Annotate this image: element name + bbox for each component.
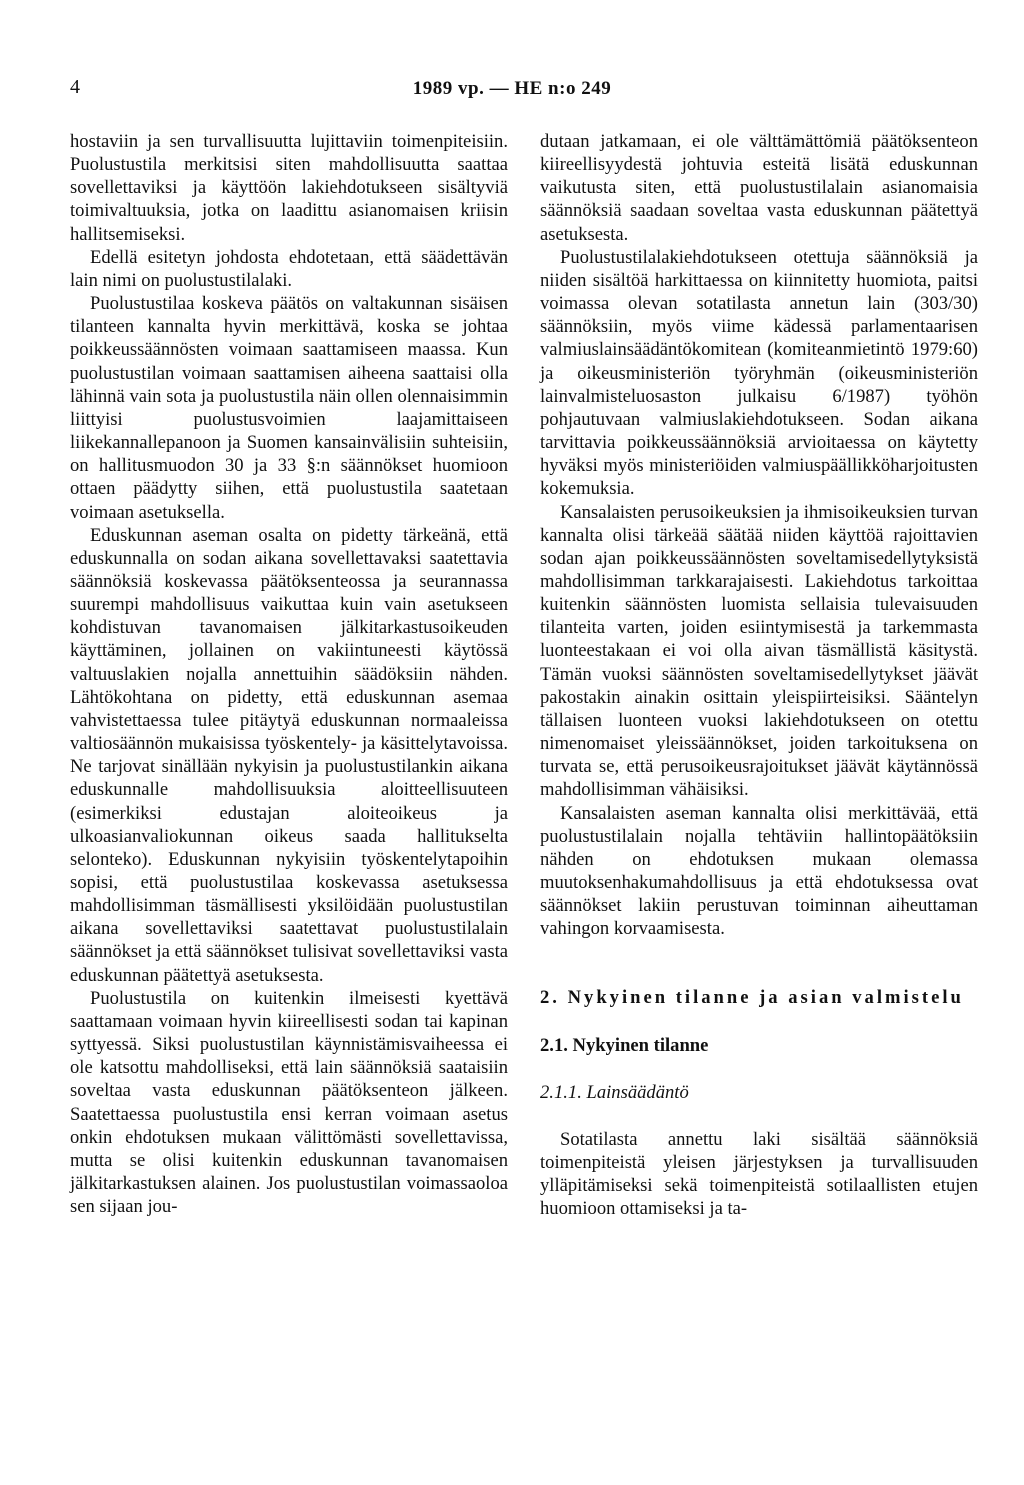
subsection-heading: 2.1. Nykyinen tilanne bbox=[540, 1035, 709, 1057]
paragraph: Puolustustilalakiehdotukseen otettuja säännöksiä ja niiden sisältöä harkittaessa on kiinnitetty huomiota, paitsi voimassa olevan sotatilasta annetun lain (303/30) säännöksiin, myös viime kädessä parlamentaarisen valmiuslainsäädäntökomitean (komiteanmietintö 1979:60) ja oikeusministeriön työryhmän (oikeusministeriön lainvalmisteluosaston julkaisu 6/1987) työhön pohjautuvaan valmiuslakiehdotukseen. Sodan aikana tarvittavia poikkeussäännöksiä arvioitaessa on käytetty hyväksi myös ministeriöiden valmiuspäällikköharjoitusten kokemuksia. bbox=[540, 246, 978, 500]
paragraph: Sotatilasta annettu laki sisältää säännöksiä toimenpiteistä yleisen järjestyksen ja turvallisuuden ylläpitämiseksi sekä toimenpiteistä sotilaallisten etujen huomioon ottamiseksi ja ta- bbox=[540, 1128, 978, 1220]
paragraph: Kansalaisten aseman kannalta olisi merkittävää, että puolustustilalain nojalla tehtäviin hallintopäätöksiin nähden on ehdotuksen mukaan olemassa muutoksenhakumahdollisuus ja että ehdotuksessa ovat säännökset lakiin perustuvan toiminnan aiheuttaman vahingon korvaamisesta. bbox=[540, 802, 978, 940]
paragraph: dutaan jatkamaan, ei ole välttämättömiä päätöksenteon kiireellisyydestä johtuvia esteitä lisätä eduskunnan vaikutusta siten, että puolustustilalain asianomaisia säännöksiä saadaan soveltaa vasta eduskunnan päätettyä asetuksesta. bbox=[540, 131, 978, 245]
page-number: 4 bbox=[70, 76, 80, 98]
running-title: 1989 vp. — HE n:o 249 bbox=[412, 78, 612, 99]
right-column bbox=[540, 130, 978, 1220]
paragraph: Eduskunnan aseman osalta on pidetty tärkeänä, että eduskunnalla on sodan aikana sovellettavaksi saatettavia säännöksiä koskevassa päätöksenteossa ja seurannassa suurempi mahdollisuus vaikuttaa kuin vain asetukseen kohdistuvan tavanomaisen jälkitarkastusoikeuden käyttäminen, jollainen on vakiintuneesti käytössä valtuuslakien nojalla annettuihin säädöksiin nähden. Lähtökohtana on pidetty, että eduskunnan asemaa vahvistettaessa tulee pitäytyä eduskunnan normaaleissa valtiosäännön mukaisissa työskentely- ja käsittelytavoissa. Ne tarjovat sinällään nykyisin ja puolustustilankin aikana eduskunnalle mahdollisuuksia aloitteellisuuteen (esimerkiksi edustajan aloiteoikeus ja ulkoasianvaliokunnan oikeus saada hallitukselta selonteko). Eduskunnan nykyisiin työskentelytapoihin sopisi, että puolustustilaa koskevassa asetuksessa mahdollisimman täsmällisesti yksilöidään puolustustilan aikana sovellettaviksi saatettavat puolustustilalain säännökset ja että säännökset tulisivat sovellettaviksi vasta eduskunnan päätettyä asetuksesta. bbox=[70, 524, 508, 986]
paragraph: hostaviin ja sen turvallisuutta lujittaviin toimenpiteisiin. Puolustustila merkitsisi siten mahdollisuutta saattaa sovellettaviksi ja käyttöön lakiehdotukseen sisältyviä toimivaltuuksia, jotka on laadittu asianomaisen kriisin hallitsemiseksi. bbox=[70, 131, 508, 245]
paragraph: Edellä esitetyn johdosta ehdotetaan, että säädettävän lain nimi on puolustustilalaki. bbox=[70, 246, 508, 291]
section-heading: 2. Nykyinen tilanne ja asian valmistelu bbox=[540, 987, 964, 1009]
paragraph: Puolustustila on kuitenkin ilmeisesti kyettävä saattamaan voimaan hyvin kiireellisesti sodan tai kapinan syttyessä. Siksi puolustustilan käynnistämisvaiheessa ei ole katsottu mahdolliseksi, että lain säännöksiä saataisiin soveltaa vasta eduskunnan päätöksenteon jälkeen. Saatettaessa puolustustila ensi kerran voimaan asetus onkin ehdotuksen mukaan välittömästi sovellettavissa, mutta se olisi kuitenkin eduskunnan tavanomaisen jälkitarkastuksen alainen. Jos puolustustilan voimassaoloa sen sijaan jou- bbox=[70, 987, 508, 1218]
left-column bbox=[70, 130, 508, 1218]
paragraph: Puolustustilaa koskeva päätös on valtakunnan sisäisen tilanteen kannalta hyvin merkittävä, koska se johtaa poikkeussäännösten voimaan saattamiseen maassa. Kun puolustustilan voimaan saattamisen aiheena saattaisi olla lähinnä vain sota ja puolustustila näin ollen olennaisimmin liittyisi puolustusvoimien laajamittaiseen liikekannallepanoon ja Suomen kansainvälisiin suhteisiin, on hallitusmuodon 30 ja 33 §:n säännökset huomioon ottaen päädytty siihen, että puolustustila saatetaan voimaan asetuksella. bbox=[70, 293, 508, 523]
subsubsection-heading: 2.1.1. Lainsäädäntö bbox=[540, 1081, 689, 1103]
paragraph: Kansalaisten perusoikeuksien ja ihmisoikeuksien turvan kannalta olisi tärkeää säätää niiden käyttöä rajoittavien sodan ajan poikkeussäännösten soveltamisedellytyksistä mahdollisimman tarkkarajaisesti. Lakiehdotus tarkoittaa kuitenkin säännösten luomista sellaisia tulevaisuuden tilanteita varten, joiden esiintymisestä ja tarkemmasta luonteestakaan ei voi olla aivan täsmällistä käsitystä. Tämän vuoksi säännösten soveltamisedellytykset jäävät pakostakin ainakin osittain yleispiirteisiksi. Sääntelyn tällaisen luonteen vuoksi lakiehdotukseen on otettu nimenomaiset yleissäännökset, joiden tarkoituksena on turvata se, että perusoikeusrajoitukset jäävät käytännössä mahdollisimman vähäisiksi. bbox=[540, 501, 978, 801]
